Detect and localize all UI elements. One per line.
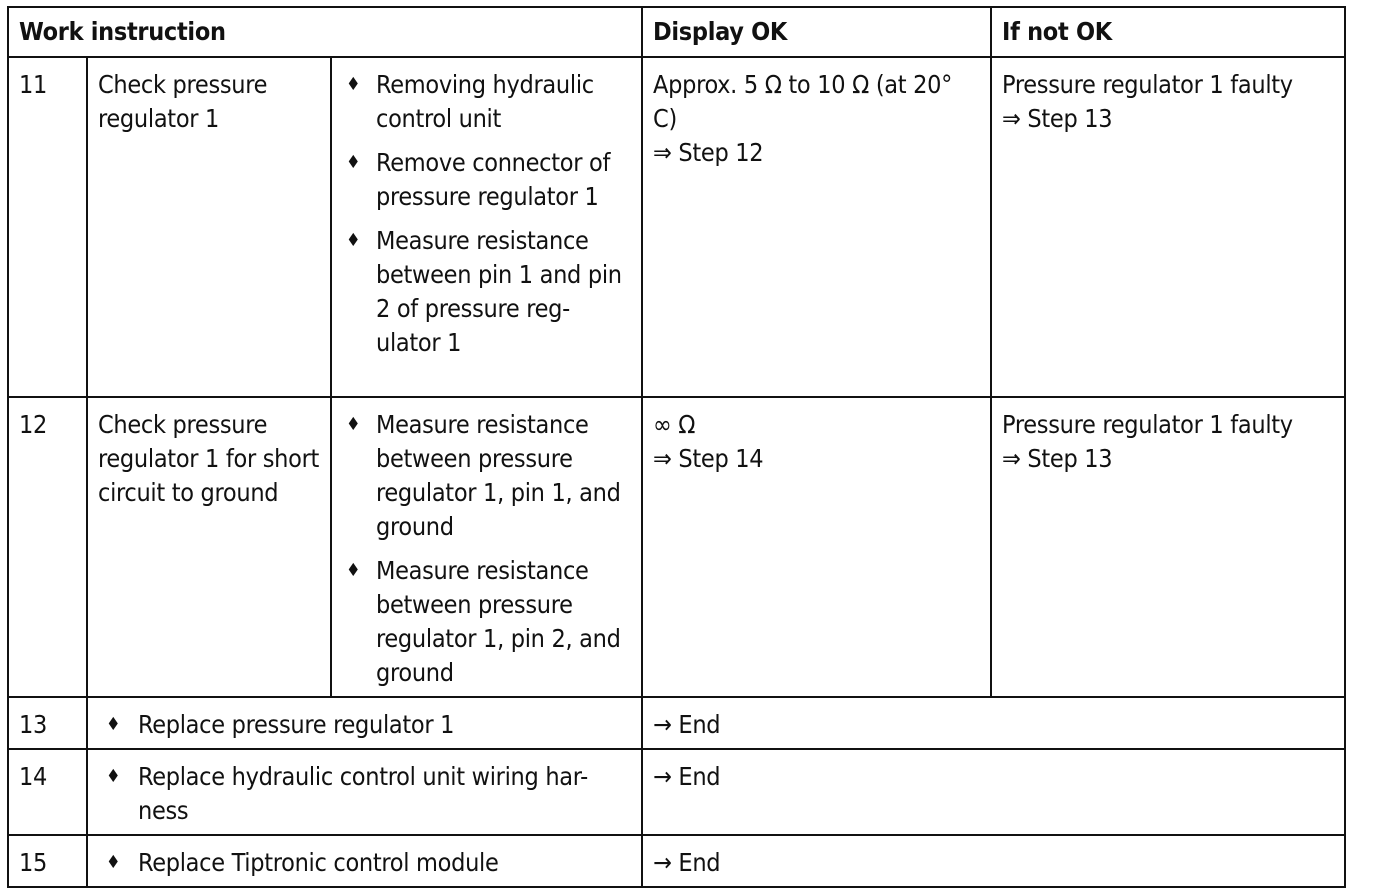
- action-text: Removing hydraulic control unit: [376, 70, 594, 133]
- action-text: Replace pressure regulator 1: [138, 710, 455, 739]
- action-text: Replace Tiptronic control module: [138, 848, 499, 877]
- if-not-ok-cell: [991, 397, 1345, 697]
- result-cell: → End: [642, 697, 1345, 749]
- step-actions: [331, 57, 642, 397]
- list-item: [342, 68, 631, 136]
- table-row-step-13: [8, 697, 1345, 749]
- action-list: [342, 68, 631, 360]
- list-item: [342, 554, 631, 690]
- table-row-step-14: [8, 749, 1345, 835]
- diamond-bullet-icon: ♦: [106, 852, 121, 873]
- action-text: Measure resistance between pressure regulator 1, pin 2, and ground: [376, 556, 621, 687]
- list-item: [342, 224, 631, 360]
- diamond-bullet-icon: ♦: [346, 230, 361, 251]
- diamond-bullet-icon: ♦: [346, 414, 361, 435]
- diamond-bullet-icon: ♦: [346, 152, 361, 173]
- list-item: [98, 760, 631, 828]
- step-number: 13: [8, 697, 87, 749]
- step-task: Check pressure regulator 1 for short circuit to ground: [87, 397, 331, 697]
- table-row-step-12: [8, 397, 1345, 697]
- display-ok-next-step: ⇒ Step 14: [653, 444, 764, 473]
- list-item: [342, 408, 631, 544]
- if-not-ok-value: Pressure regulator 1 faulty: [1002, 410, 1293, 439]
- action-text: Replace hydraulic control unit wiring har-ness: [138, 762, 588, 825]
- display-ok-next-step: ⇒ Step 12: [653, 138, 764, 167]
- action-text: Remove connector of pressure regulator 1: [376, 148, 611, 211]
- display-ok-cell: [642, 57, 991, 397]
- display-ok-cell: [642, 397, 991, 697]
- list-item: [98, 846, 631, 880]
- step-actions: [331, 397, 642, 697]
- step-task: Check pressure regulator 1: [87, 57, 331, 397]
- display-ok-value: ∞ Ω: [653, 410, 696, 439]
- if-not-ok-next-step: ⇒ Step 13: [1002, 444, 1113, 473]
- table-row-step-15: [8, 835, 1345, 887]
- result-cell: → End: [642, 835, 1345, 887]
- display-ok-value: Approx. 5 Ω to 10 Ω (at 20° C): [653, 70, 953, 133]
- action-list: [342, 408, 631, 690]
- table-row-step-11: [8, 57, 1345, 397]
- step-action-cell: [87, 749, 642, 835]
- step-number: 12: [8, 397, 87, 697]
- step-action-cell: [87, 835, 642, 887]
- diamond-bullet-icon: ♦: [346, 74, 361, 95]
- result-cell: → End: [642, 749, 1345, 835]
- diamond-bullet-icon: ♦: [106, 766, 121, 787]
- header-display-ok: Display OK: [642, 7, 991, 57]
- diamond-bullet-icon: ♦: [106, 714, 121, 735]
- step-number: 15: [8, 835, 87, 887]
- diamond-bullet-icon: ♦: [346, 560, 361, 581]
- work-instruction-table: [7, 6, 1346, 888]
- step-action-cell: [87, 697, 642, 749]
- if-not-ok-cell: [991, 57, 1345, 397]
- if-not-ok-next-step: ⇒ Step 13: [1002, 104, 1113, 133]
- action-text: Measure resistance between pin 1 and pin 2 of pressure reg-ulator 1: [376, 226, 622, 357]
- action-text: Measure resistance between pressure regulator 1, pin 1, and ground: [376, 410, 621, 541]
- step-number: 11: [8, 57, 87, 397]
- header-if-not-ok: If not OK: [991, 7, 1345, 57]
- if-not-ok-value: Pressure regulator 1 faulty: [1002, 70, 1293, 99]
- header-work-instruction: Work instruction: [8, 7, 642, 57]
- step-number: 14: [8, 749, 87, 835]
- list-item: [98, 708, 631, 742]
- table-header-row: [8, 7, 1345, 57]
- list-item: [342, 146, 631, 214]
